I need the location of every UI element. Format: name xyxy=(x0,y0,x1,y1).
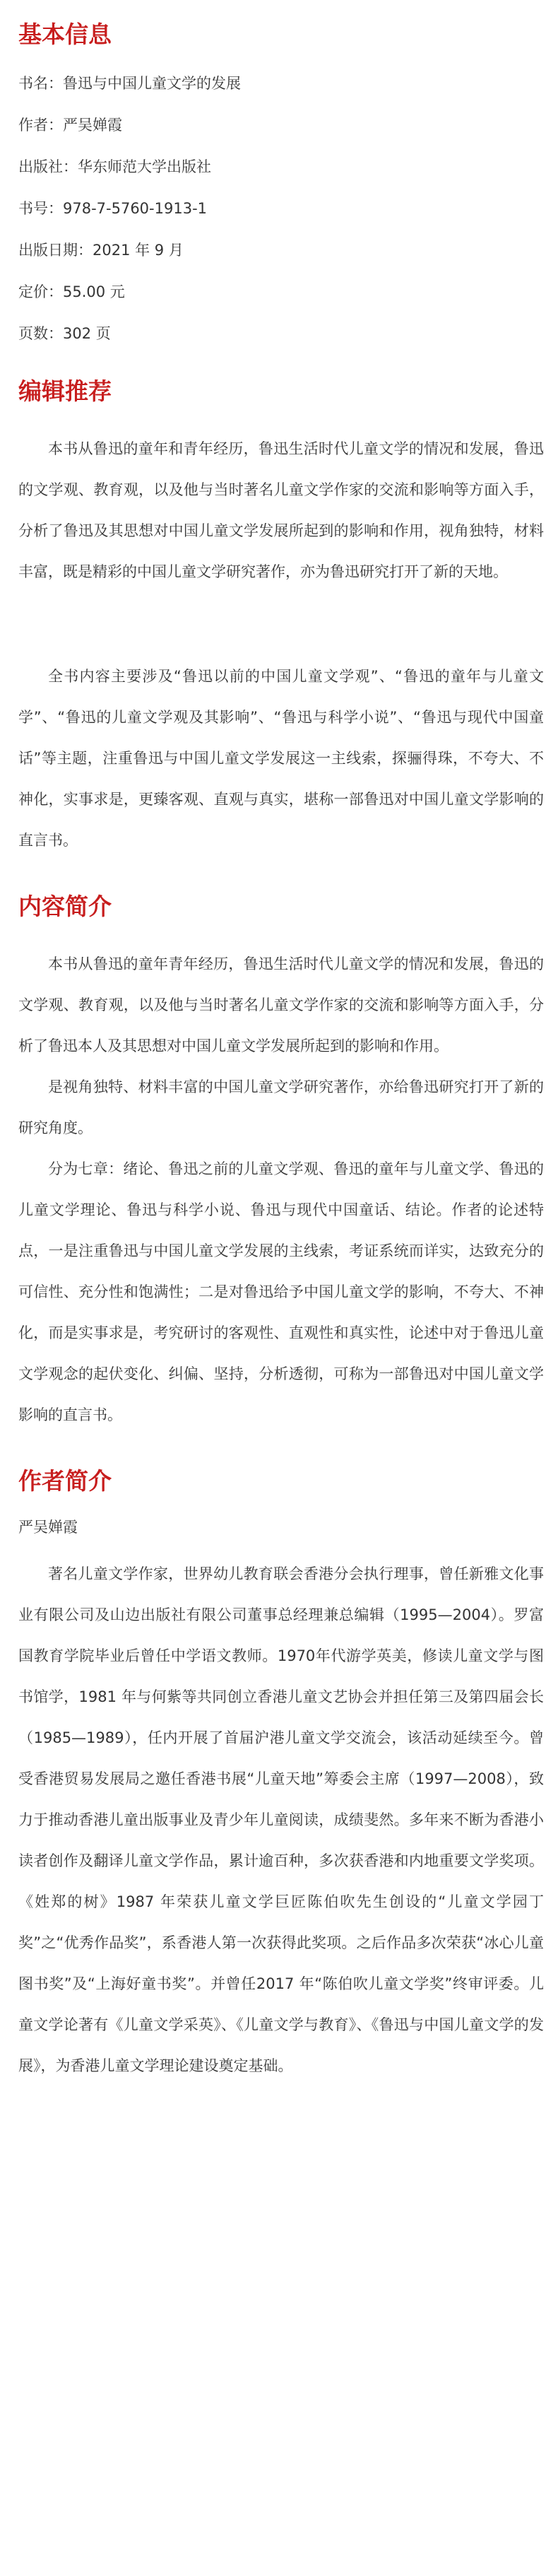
author-intro-paragraph: 著名儿童文学作家，世界幼儿教育联会香港分会执行理事，曾任新雅文化事业有限公司及山边出版社有限公司董事总经理兼总编辑（1995—2004）。罗富国教育学院毕业后曾任中学语文教师。1970年代游学英美，修读儿童文学与图书馆学，1981 年与何紫等共同创立香港儿童文艺协会并担任第三及第四届会长（1985—1989），任内开展了首届沪港儿童文学交流会，该活动延续至今。曾受香港贸易发展局之邀任香港书展“儿童天地”筹委会主席（1997—2008），致力于推动香港儿童出版事业及青少年儿童阅读，成绩斐然。多年来不断为香港小读者创作及翻译儿童文学作品，累计逾百种，多次获香港和内地重要文学奖项。《姓郑的树》1987 年荣获儿童文学巨匠陈伯吹先生创设的“儿童文学园丁奖”之“优秀作品奖”，系香港人第一次获得此奖项。之后作品多次荣获“冰心儿童图书奖”及“上海好童书奖”。并曾任2017 年“陈伯吹儿童文学奖”终审评委。儿童文学论著有《儿童文学采英》、《儿童文学与教育》、《鲁迅与中国儿童文学的发展》，为香港儿童文学理论建设奠定基础。 xyxy=(18,1565,544,2074)
content-summary-paragraph: 是视角独特、材料丰富的中国儿童文学研究著作，亦给鲁迅研究打开了新的研究角度。 xyxy=(18,1078,544,1136)
info-author: 作者：严吴婵霞 xyxy=(18,116,122,134)
author-intro-section xyxy=(18,1466,544,2086)
content-summary-paragraph: 分为七章：绪论、鲁迅之前的儿童文学观、鲁迅的童年与儿童文学、鲁迅的儿童文学理论、鲁迅与科学小说、鲁迅与现代中国童话、结论。作者的论述特点，一是注重鲁迅与中国儿童文学发展的主线索，考证系统而详实，达致充分的可信性、充分性和饱满性；二是对鲁迅给予中国儿童文学的影响，不夸大、不神化，而是实事求是，考究研讨的客观性、直观性和真实性，论述中对于鲁迅儿童文学观念的起伏变化、纠偏、坚持，分析透彻，可称为一部鲁迅对中国儿童文学影响的直言书。 xyxy=(18,1160,544,1423)
info-page-count: 页数：302 页 xyxy=(18,324,111,342)
editor-recommendation-paragraph: 本书从鲁迅的童年和青年经历，鲁迅生活时代儿童文学的情况和发展，鲁迅的文学观、教育观，以及他与当时著名儿童文学作家的交流和影响等方面入手，分析了鲁迅及其思想对中国儿童文学发展所起到的影响和作用，视角独特，材料丰富，既是精彩的中国儿童文学研究著作，亦为鲁迅研究打开了新的天地。 xyxy=(18,440,544,580)
editor-recommendation-paragraph: 全书内容主要涉及“鲁迅以前的中国儿童文学观”、“鲁迅的童年与儿童文学”、“鲁迅的儿童文学观及其影响”、“鲁迅与科学小说”、“鲁迅与现代中国童话”等主题，注重鲁迅与中国儿童文学发展这一主线索，探骊得珠，不夸大、不神化，实事求是，更臻客观、直观与真实，堪称一部鲁迅对中国儿童文学影响的直言书。 xyxy=(18,667,544,849)
info-publish-date: 出版日期：2021 年 9 月 xyxy=(18,241,184,259)
content-summary-paragraph: 本书从鲁迅的童年青年经历，鲁迅生活时代儿童文学的情况和发展，鲁迅的文学观、教育观，以及他与当时著名儿童文学作家的交流和影响等方面入手，分析了鲁迅本人及其思想对中国儿童文学发展所起到的影响和作用。 xyxy=(18,955,544,1054)
basic-info-section xyxy=(18,20,544,346)
info-book-title: 书名：鲁迅与中国儿童文学的发展 xyxy=(18,74,241,92)
info-price: 定价：55.00 元 xyxy=(18,283,125,300)
basic-info-heading: 基本信息 xyxy=(18,20,112,48)
info-publisher: 出版社：华东师范大学出版社 xyxy=(18,158,211,175)
basic-info-list xyxy=(18,71,544,346)
editor-recommendation-heading: 编辑推荐 xyxy=(18,377,112,405)
author-intro-heading: 作者简介 xyxy=(18,1466,112,1495)
paragraph-spacer xyxy=(18,592,544,656)
content-summary-heading: 内容简介 xyxy=(18,892,112,920)
info-isbn: 书号：978-7-5760-1913-1 xyxy=(18,199,208,217)
author-name: 严吴婵霞 xyxy=(18,1518,78,1536)
content-summary-section xyxy=(18,892,544,1435)
editor-recommendation-section xyxy=(18,377,544,861)
